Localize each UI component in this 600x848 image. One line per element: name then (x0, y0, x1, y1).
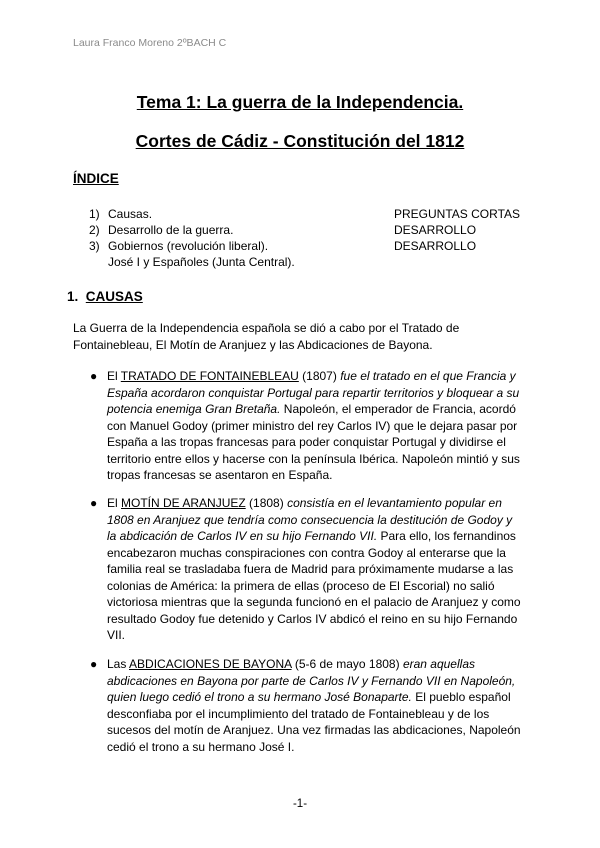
bullet-body: Para ello, los fernandinos encabezaron muchas conspiraciones con contra Godoy al enterarse que la familia real se trasladaba fuera de Madrid para próximamente mudarse a las colonias de América: la primera de ellas (proceso de El Escorial) no salió victoriosa mientras que la segunda funcionó en el palacio de Aranjuez y como resultado Godoy fue detenido y Carlos IV abdicó el reino en su hijo Fernando VII. (107, 529, 521, 642)
bullet-date: (5-6 de mayo 1808) (291, 657, 403, 671)
bullet-item (90, 368, 524, 484)
toc-type: PREGUNTAS CORTAS (394, 207, 521, 221)
section-title: CAUSAS (85, 289, 143, 304)
bullet-date: (1808) (245, 496, 288, 510)
toc-number: 1) (89, 207, 100, 221)
bullet-term: MOTÍN DE ARANJUEZ (121, 496, 246, 510)
toc-item (89, 239, 529, 255)
bullet-definition: consistía en el levantamiento popular en 1808 en Aranjuez que tendría como consecuencia la destitución de Godoy y la abdicación de Carlos IV en su hijo Fernando VII. (107, 496, 513, 543)
bullet-text (107, 656, 524, 755)
bullet-definition: eran aquellas abdicaciones en Bayona por parte de Carlos IV y Fernando VII en Napoleón, quien luego cedió el trono a su hermano José Bonaparte. (107, 657, 516, 704)
bullet-item (90, 656, 524, 755)
bullet-text (107, 368, 524, 484)
toc-item (89, 223, 529, 239)
toc-type: DESARROLLO (394, 223, 477, 237)
toc-item (89, 255, 529, 271)
bullet-prefix: Las (107, 657, 130, 671)
toc-number: 2) (89, 223, 100, 237)
toc-text: Desarrollo de la guerra. (108, 223, 234, 237)
page-number: -1- (292, 798, 308, 810)
bullet-icon: ● (90, 369, 98, 383)
bullet-date: (1807) (298, 369, 341, 383)
toc-item (89, 207, 529, 223)
toc-text: Causas. (108, 207, 153, 221)
bullet-term: ABDICACIONES DE BAYONA (129, 657, 292, 671)
bullet-icon: ● (90, 657, 98, 671)
toc-text: Gobiernos (revolución liberal). (108, 239, 269, 253)
page-header: Laura Franco Moreno 2ºBACH C (73, 37, 227, 49)
bullet-prefix: El (107, 369, 121, 383)
bullet-text (107, 495, 524, 644)
document-title: Tema 1: La guerra de la Independencia. (136, 92, 464, 112)
bullet-item (90, 495, 524, 644)
bullet-icon: ● (90, 496, 98, 510)
document-subtitle: Cortes de Cádiz - Constitución del 1812 (135, 131, 465, 151)
bullet-term: TRATADO DE FONTAINEBLEAU (120, 369, 299, 383)
bullet-definition: fue el tratado en el que Francia y España acordaron conquistar Portugal para repartir territorios y bloquear a su potencia enemiga Gran Bretaña. (107, 369, 520, 416)
bullet-body: Napoleón, el emperador de Francia, acordó con Manuel Godoy (primer ministro del rey Carlos IV) que le dejara pasar por España a las tropas francesas para poder conquistar Portugal y dividirse el territorio entre ellos y hacerse con la península Ibérica. Napoleón mintió y sus tropas francesas se asentaron en España. (107, 402, 520, 482)
toc-number: 3) (89, 239, 100, 253)
table-of-contents (89, 207, 529, 271)
section-number: 1. (67, 289, 79, 304)
section-heading (67, 289, 143, 304)
intro-paragraph: La Guerra de la Independencia española se dió a cabo por el Tratado de Fontainebleau, El Motín de Aranjuez y las Abdicaciones de Bayona. (73, 321, 460, 352)
toc-type: DESARROLLO (394, 239, 477, 253)
toc-text: José I y Españoles (Junta Central). (108, 255, 295, 269)
index-heading: ÍNDICE (73, 171, 119, 186)
bullet-body: El pueblo español desconfiaba por el incumplimiento del tratado de Fontainebleau y de los sucesos del motín de Aranjuez. Una vez firmadas las abdicaciones, Napoleón cedió el trono a su hermano José I. (107, 690, 521, 754)
bullet-prefix: El (107, 496, 122, 510)
